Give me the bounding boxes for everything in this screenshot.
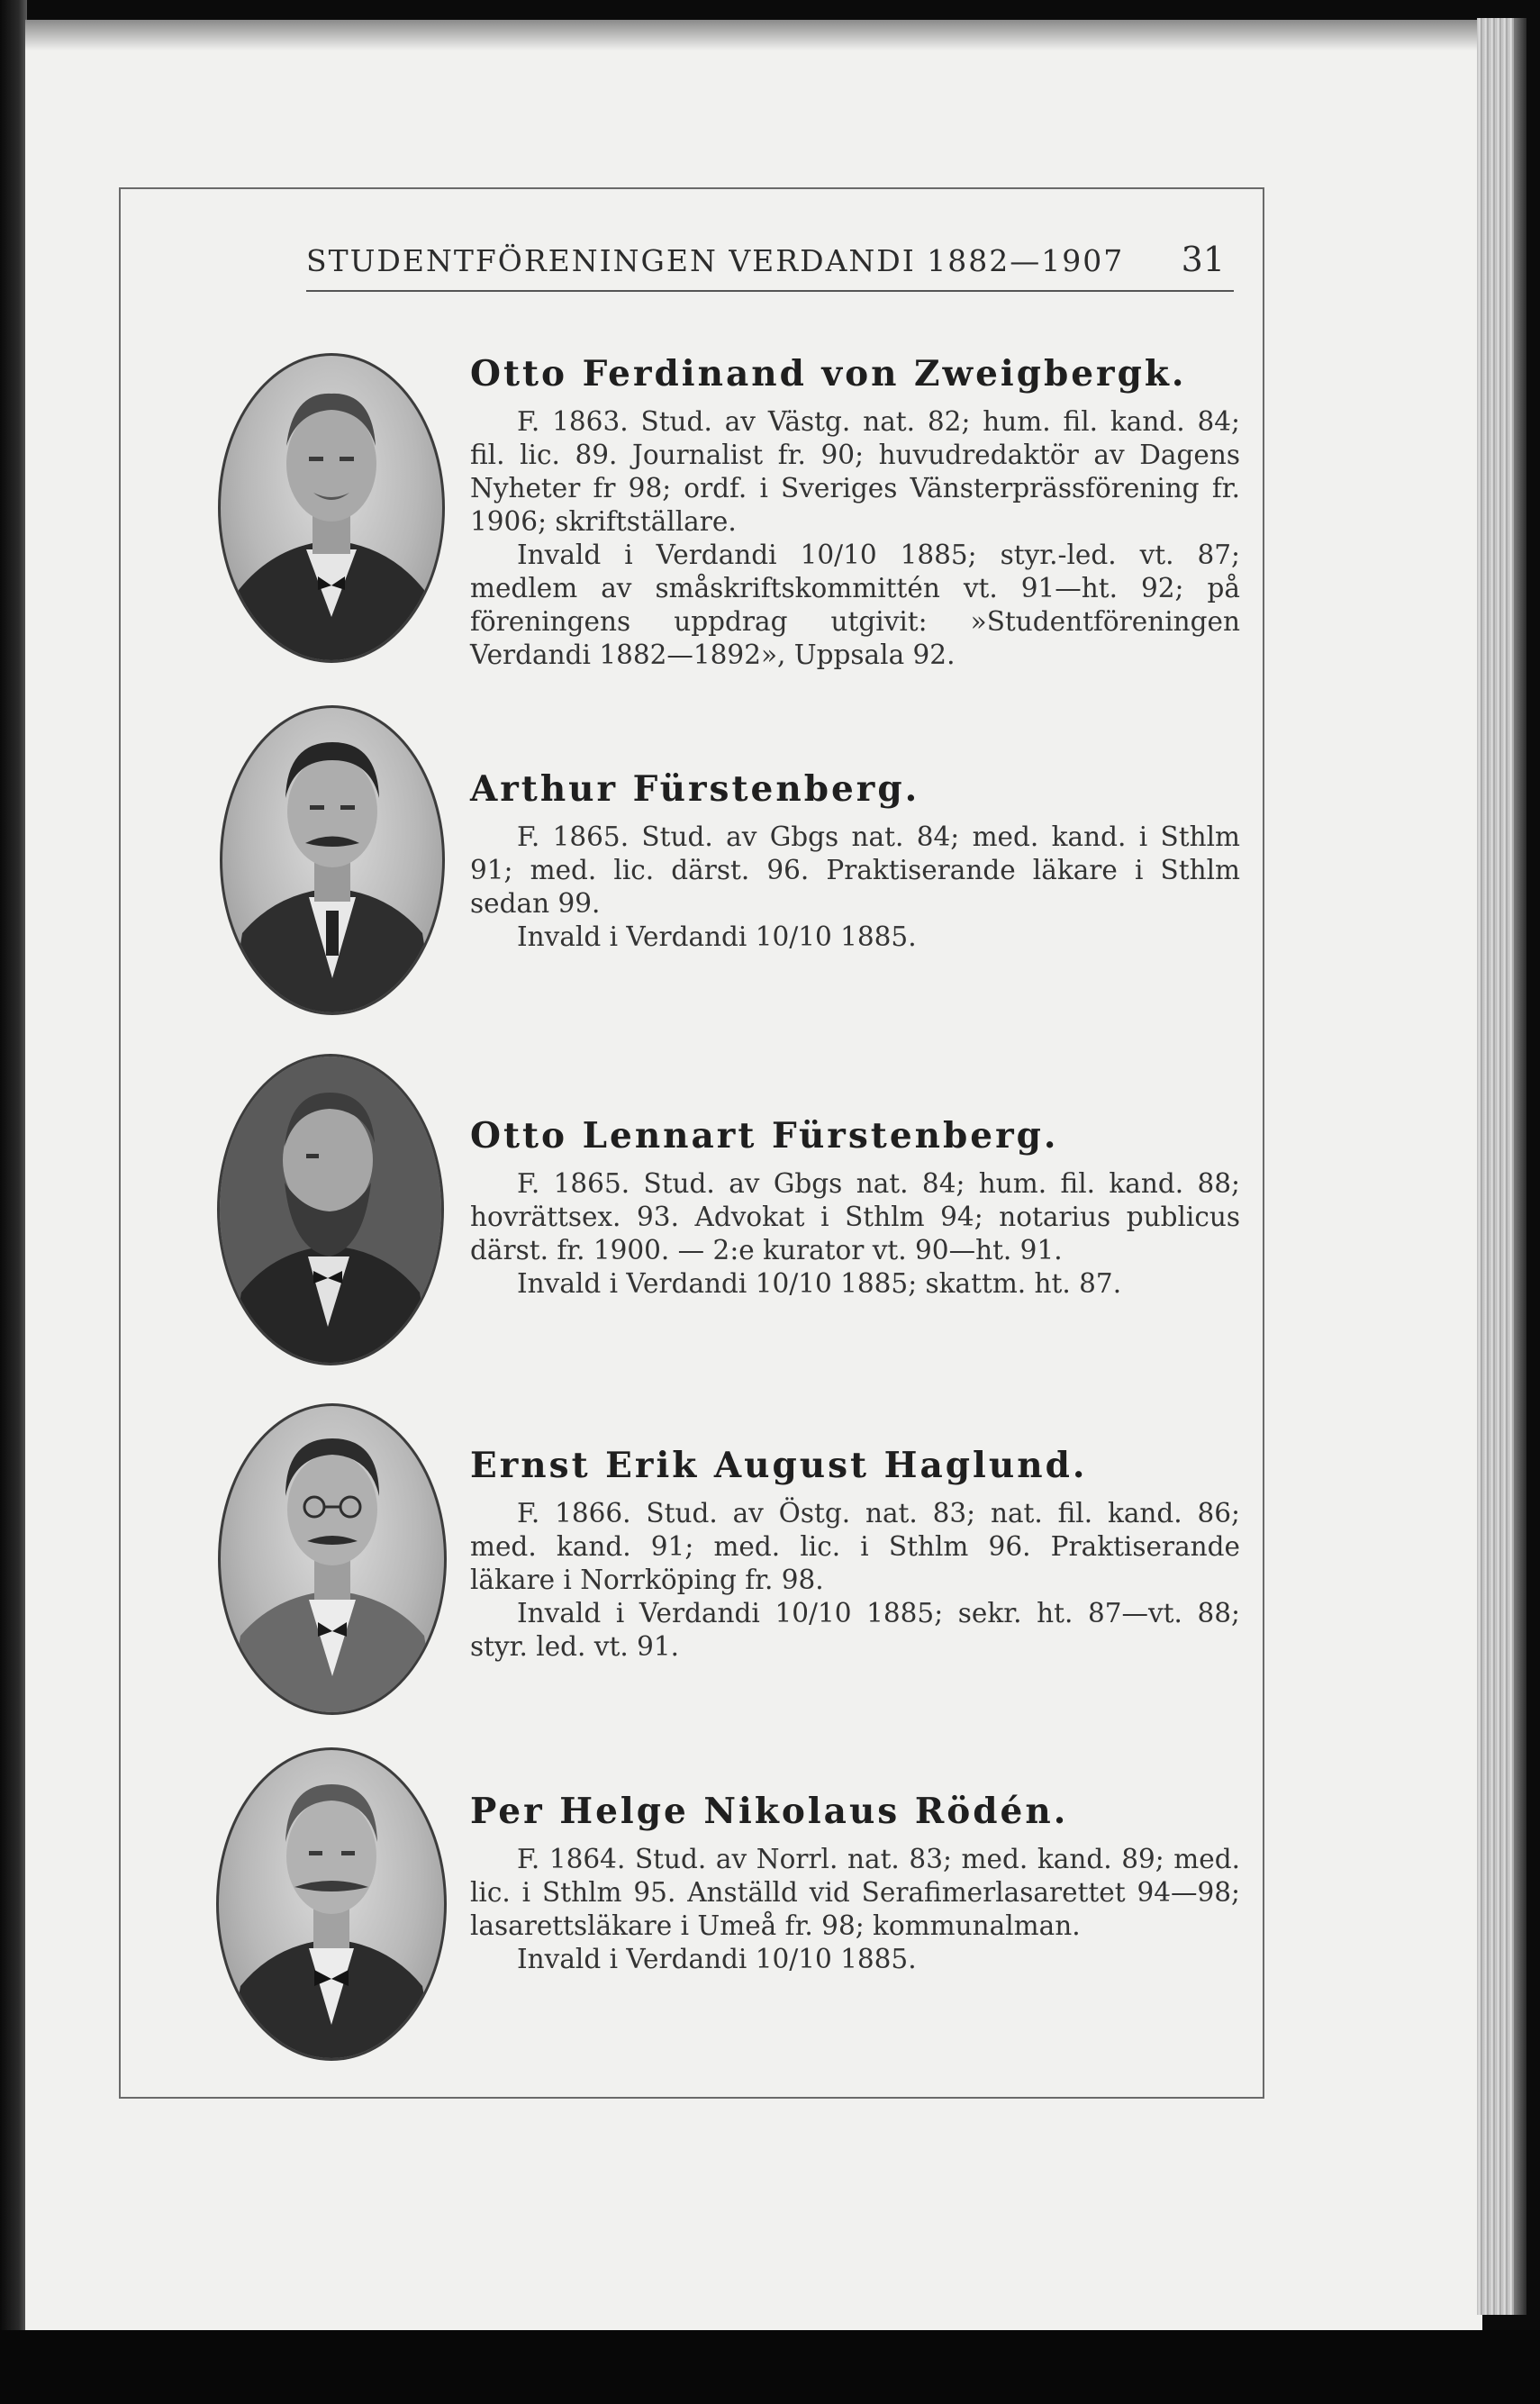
entry-text: [470, 768, 1240, 954]
running-title: STUDENTFÖRENINGEN VERDANDI 1882—1907: [306, 243, 1125, 278]
verdandi-record: Invald i Verdandi 10/10 1885.: [517, 921, 917, 952]
book-binding: [0, 0, 27, 2404]
biography: F. 1865. Stud. av Gbgs nat. 84; med. kand. i Sthlm 91; med. lic. därst. 96. Praktiserande läkare i Sthlm sedan 99.: [470, 821, 1240, 919]
verdandi-record: Invald i Verdandi 10/10 1885; sekr. ht. 87—vt. 88; styr. led. vt. 91.: [470, 1598, 1240, 1662]
person-name: Otto Lennart Fürstenberg.: [470, 1115, 1059, 1157]
running-head: [306, 236, 1234, 292]
portrait-figure: [221, 1406, 444, 1712]
portrait-photo: [217, 1054, 444, 1365]
entry-text: [470, 1445, 1240, 1664]
portrait-photo: [216, 1747, 447, 2061]
portrait-figure: [219, 1750, 444, 2058]
entry-text: [470, 1791, 1240, 1976]
biography: F. 1863. Stud. av Västg. nat. 82; hum. fil. kand. 84; fil. lic. 89. Journalist fr. 90; huvudredaktör av Dagens Nyheter fr 98; ordf. i Sveriges Vänsterprässförening fr. 1906; skriftställare.: [470, 406, 1240, 537]
verdandi-record: Invald i Verdandi 10/10 1885.: [517, 1944, 917, 1974]
biography: F. 1865. Stud. av Gbgs nat. 84; hum. fil. kand. 88; hovrättsex. 93. Advokat i Sthlm 94; notarius publicus därst. fr. 1900. — 2:e kurator vt. 90—ht. 91.: [470, 1168, 1240, 1266]
scan-bottom-background: [0, 2330, 1540, 2404]
person-name: Otto Ferdinand von Zweigbergk.: [470, 353, 1187, 395]
page-edges: [1477, 18, 1526, 2315]
entry-text: [470, 353, 1240, 672]
portrait-figure: [221, 356, 442, 660]
biography: F. 1864. Stud. av Norrl. nat. 83; med. kand. 89; med. lic. i Sthlm 95. Anställd vid Serafimerlasarettet 94—98; lasarettsläkare i Umeå fr. 98; kommunalman.: [470, 1844, 1240, 1941]
verdandi-record: Invald i Verdandi 10/10 1885; skattm. ht. 87.: [517, 1268, 1122, 1299]
verdandi-record: Invald i Verdandi 10/10 1885; styr.-led. vt. 87; medlem av småskriftskommittén vt. 91—ht. 92; på föreningens uppdrag utgivit: »Studentföreningen Verdandi 1882—1892», Uppsala 92.: [470, 540, 1240, 670]
entry-text: [470, 1115, 1240, 1301]
page-number: 31: [1181, 240, 1225, 279]
person-name: Per Helge Nikolaus Rödén.: [470, 1791, 1069, 1832]
portrait-figure: [220, 1057, 441, 1363]
biography: F. 1866. Stud. av Östg. nat. 83; nat. fil. kand. 86; med. kand. 91; med. lic. i Sthlm 96. Praktiserande läkare i Norrköping fr. 98.: [470, 1498, 1240, 1595]
person-name: Ernst Erik August Haglund.: [470, 1445, 1088, 1486]
portrait-photo: [218, 1403, 447, 1715]
portrait-photo: [218, 353, 445, 663]
page-top-shadow: [25, 20, 1482, 50]
person-name: Arthur Fürstenberg.: [470, 768, 920, 810]
portrait-photo: [220, 705, 445, 1015]
portrait-figure: [222, 708, 442, 1012]
